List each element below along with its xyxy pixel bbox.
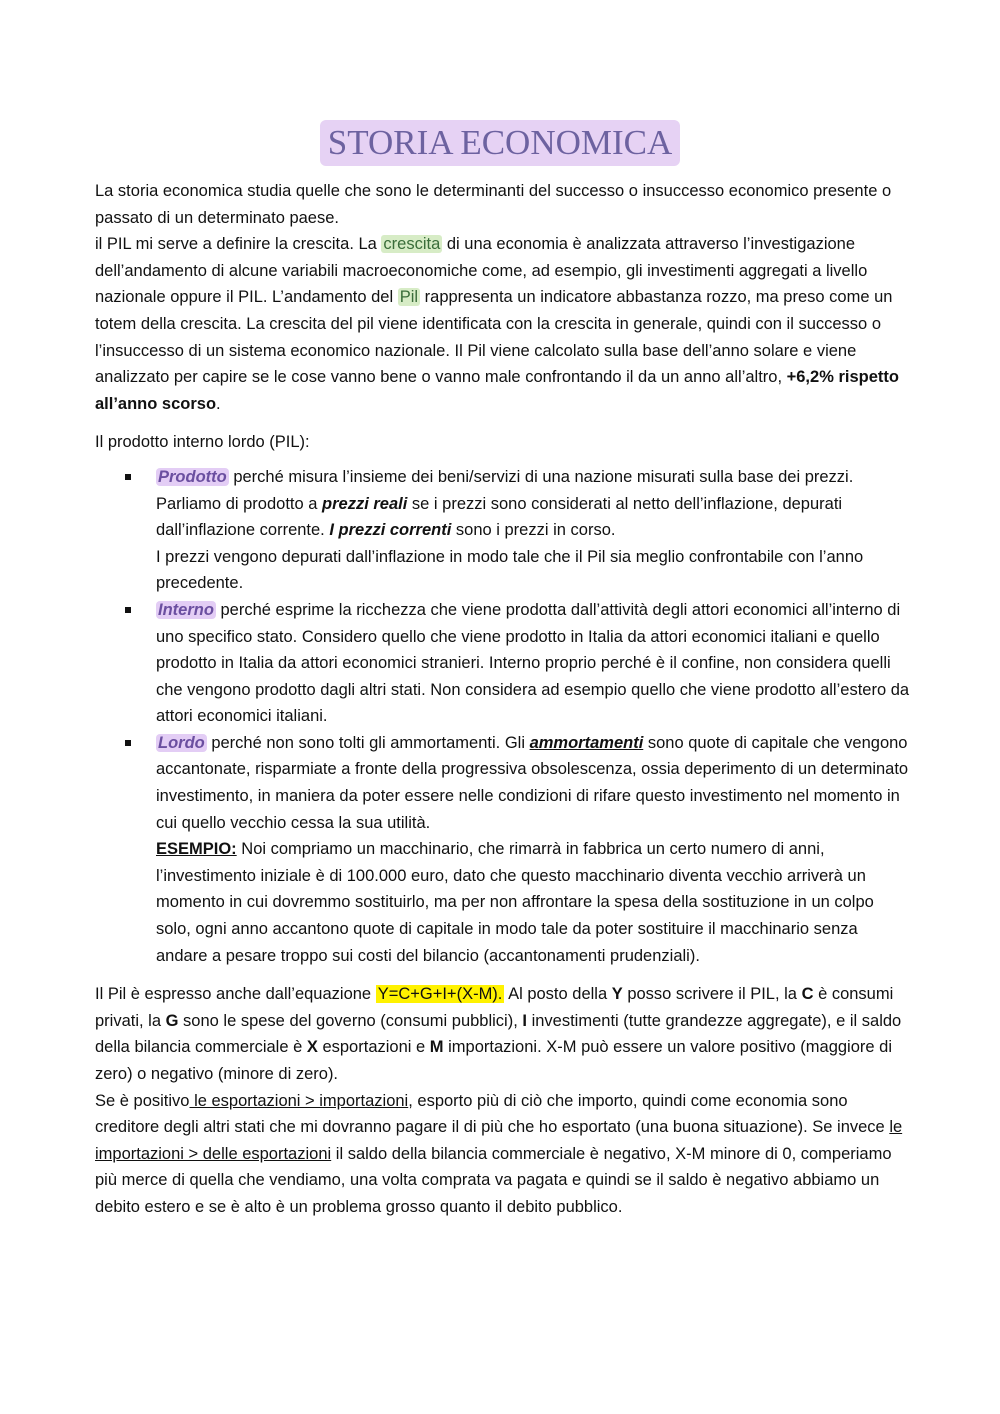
bullet-text: I prezzi vengono depurati dall’inflazione in modo tale che il Pil sia meglio confrontabile con l’anno precedente. <box>156 547 864 593</box>
document-body <box>95 178 910 1221</box>
term-prodotto: Prodotto <box>158 467 227 486</box>
equation-text: posso scrivere il PIL, la <box>622 985 802 1004</box>
list-item-lordo <box>156 730 910 969</box>
bullet-text: se i prezzi sono considerati al netto dell’inflazione, depurati dall’inflazione corrente. <box>156 494 843 540</box>
intro-text: . <box>216 394 221 413</box>
growth-figure: +6,2% rispetto all’anno scorso <box>95 368 899 413</box>
equation-text: esportazioni e <box>317 1038 430 1057</box>
term-ammortamenti: ammortamenti <box>529 733 644 752</box>
term-interno: Interno <box>158 600 214 619</box>
bullet-text: sono quote di capitale che vengono accantonate, risparmiate a fronte della progressiva obsolescenza, ossia deperimento di un determinato investimento, in maniera da poter essere nelle condizioni di rifare questo investimento nel momento in cui quello vecchio cessa la sua utilità. <box>156 733 909 832</box>
bullet-text: sono i prezzi in corso. <box>451 521 616 540</box>
square-bullet-icon <box>125 607 131 613</box>
equation-text: investimenti (tutte grandezze aggregate), e il saldo della bilancia commerciale è <box>95 1011 902 1057</box>
title-container <box>0 120 1000 166</box>
term-lordo: Lordo <box>158 733 205 752</box>
imports-greater-than-exports: le importazioni > delle esportazioni <box>95 1118 903 1163</box>
term-prezzi-correnti: I prezzi correnti <box>329 521 452 540</box>
list-item-prodotto <box>156 464 910 597</box>
list-item-interno <box>156 597 910 730</box>
intro-text: rappresenta un indicatore abbastanza rozzo, ma preso come un totem della crescita. La crescita del pil viene identificata con la crescita in generale, quindi con il successo o l’insuccesso di un sistema economico nazionale. Il Pil viene calcolato sulla base dell’anno solare e viene analizzato per capire se le cose vanno bene o vanno male confrontando il da un anno all’altro, <box>95 288 893 387</box>
highlight-crescita: crescita <box>383 235 441 254</box>
equation-text: importazioni. X-M può essere un valore positivo (maggiore di zero) o negativo (minore di zero). <box>95 1038 892 1083</box>
page-title: STORIA ECONOMICA <box>320 120 681 166</box>
example-text: Noi compriamo un macchinario, che rimarrà in fabbrica un certo numero di anni, l’investimento iniziale è di 100.000 euro, dato che questo macchinario diventa vecchio arriverà un momento in cui dovremmo sostituirlo, ma per non affrontare la spesa della sostituzione in un colpo solo, ogni anno accantono quote di capitale in modo tale da poter sostituire il macchinario senza andare a pesare troppo sui costi del bilancio (accantonamenti prudenziali). <box>156 840 874 965</box>
highlight-pil: Pil <box>399 288 419 307</box>
symbol-c: C <box>801 985 814 1004</box>
symbol-i: I <box>522 1011 527 1030</box>
equation-formula: Y=C+G+I+(X-M). <box>377 985 503 1004</box>
pil-heading: Il prodotto interno lordo (PIL): <box>95 433 310 452</box>
balance-paragraph <box>95 1088 910 1221</box>
intro-text: il PIL mi serve a definire la crescita. La <box>95 235 382 254</box>
symbol-m: M <box>429 1038 444 1057</box>
equation-text: sono le spese del governo (consumi pubblici), <box>178 1011 523 1030</box>
symbol-g: G <box>165 1011 179 1030</box>
bullet-text: perché non sono tolti gli ammortamenti. Gli <box>206 733 530 752</box>
balance-text: il saldo della bilancia commerciale è negativo, X-M minore di 0, comperiamo più merce di quella che vendiamo, una volta comprata va pagata e quindi se il saldo è negativo abbiamo un debito estero e se è alto è un problema grosso quanto il debito pubblico. <box>95 1144 892 1216</box>
square-bullet-icon <box>125 740 131 746</box>
exports-greater-than-imports: le esportazioni > importazioni <box>189 1091 409 1110</box>
intro-text: La storia economica studia quelle che sono le determinanti del successo o insuccesso economico presente o passato di un determinato paese. <box>95 182 892 227</box>
term-prezzi-reali: prezzi reali <box>322 494 408 513</box>
intro-paragraph-1 <box>95 178 910 231</box>
square-bullet-icon <box>125 474 131 480</box>
pil-definition-list <box>95 464 910 969</box>
intro-paragraph-2 <box>95 231 910 417</box>
equation-paragraph <box>95 981 910 1087</box>
bullet-text: perché misura l’insieme dei beni/servizi di una nazione misurati sulla base dei prezzi. Parliamo di prodotto a <box>156 467 854 513</box>
equation-text: Al posto della <box>504 985 612 1004</box>
example-label: ESEMPIO: <box>156 840 237 859</box>
balance-text: , esporto più di ciò che importo, quindi come economia sono creditore degli altri stati che mi dovranno pagare il di più che ho esportato (una buona situazione). Se invece <box>95 1091 890 1137</box>
equation-text: Il Pil è espresso anche dall’equazione <box>95 985 376 1004</box>
equation-text: è consumi privati, la <box>95 985 894 1030</box>
balance-text: Se è positivo <box>95 1091 190 1110</box>
bullet-text: perché esprime la ricchezza che viene prodotta dall’attività degli attori economici all’interno di uno specifico stato. Considero quello che viene prodotto in Italia da attori economici italiani e quello prodotto in Italia da attori economici stranieri. Interno proprio perché è il confine, non considera quelli che vengono prodotto dagli altri stati. Non considera ad esempio quello che viene prodotto all’estero da attori economici italiani. <box>156 600 910 726</box>
intro-text: di una economia è analizzata attraverso l’investigazione dell’andamento di alcune variabili macroeconomiche come, ad esempio, gli investimenti aggregati a livello nazionale oppure il PIL. L’andamento del <box>95 235 868 307</box>
symbol-x: X <box>306 1038 318 1057</box>
symbol-y: Y <box>611 985 623 1004</box>
